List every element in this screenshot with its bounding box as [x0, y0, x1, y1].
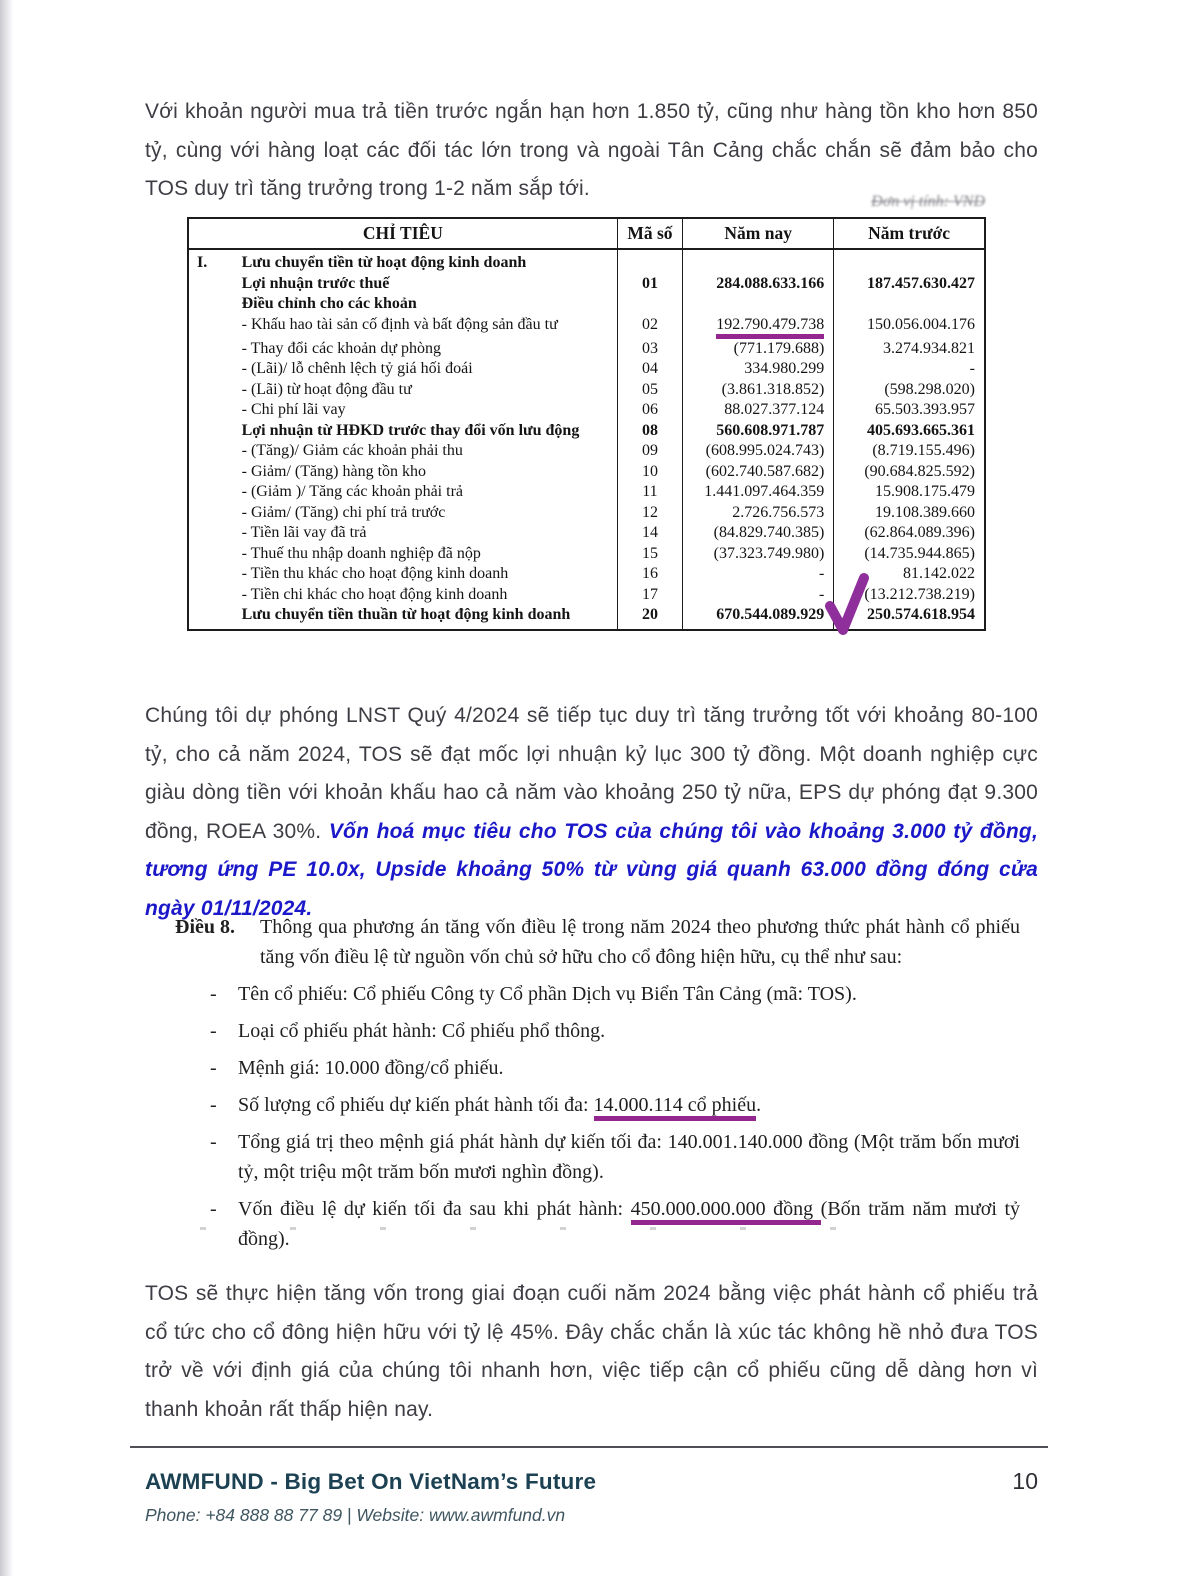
- header-current-year: Năm nay: [683, 218, 834, 249]
- row-current-value: (3.861.318.852): [683, 380, 834, 401]
- resolution-article-scan: [175, 912, 1020, 1254]
- table-row: [188, 315, 985, 339]
- row-code: 01: [617, 274, 682, 295]
- list-item-text: Tổng giá trị theo mệnh giá phát hành dự kiến tối đa: 140.001.140.000 đồng (Một trăm bốn mươi tỷ, một triệu một trăm bốn mươi nghìn đồng).: [238, 1131, 1020, 1183]
- forecast-paragraph: [145, 697, 1038, 928]
- footer: [145, 1468, 1038, 1495]
- row-label: - Thuế thu nhập doanh nghiệp đã nộp: [241, 544, 481, 562]
- table-row: [188, 359, 985, 380]
- row-current-value: -: [683, 585, 834, 606]
- list-item: [175, 1053, 1020, 1083]
- table-row: [188, 400, 985, 421]
- row-previous-value: (8.719.155.496): [834, 441, 985, 462]
- row-current-value: (602.740.587.682): [683, 462, 834, 483]
- row-code: 02: [617, 315, 682, 339]
- row-label: - Tiền thu khác cho hoạt động kinh doanh: [241, 565, 509, 582]
- table-row: [188, 523, 985, 544]
- conclusion-paragraph: TOS sẽ thực hiện tăng vốn trong giai đoạn cuối năm 2024 bằng việc phát hành cổ phiếu trả cổ tức cho cổ đông hiện hữu với tỷ lệ 45%. Đây chắc chắn là xúc tác không hề nhỏ đưa TOS trở về với định giá của chúng tôi nhanh hơn, việc tiếp cận cổ phiếu cũng dễ dàng hơn vì thanh khoản rất thấp hiện nay.: [145, 1282, 1038, 1421]
- row-current-value: [683, 249, 834, 274]
- row-current-value: [683, 315, 834, 339]
- row-previous-value: 3.274.934.821: [834, 339, 985, 360]
- row-code: 06: [617, 400, 682, 421]
- footer-contact: Phone: +84 888 88 77 89 | Website: www.awmfund.vn: [145, 1505, 566, 1525]
- row-current-value: 670.544.089.929: [683, 605, 834, 630]
- row-code: 11: [617, 482, 682, 503]
- row-previous-value: (90.684.825.592): [834, 462, 985, 483]
- row-numeral: [188, 441, 240, 462]
- dash-marker: -: [210, 1094, 217, 1116]
- row-label: - Tiền lãi vay đã trả: [241, 524, 367, 541]
- row-previous-value: 15.908.175.479: [834, 482, 985, 503]
- table-header-row: [188, 218, 985, 249]
- row-label: Lưu chuyển tiền thuần từ hoạt động kinh doanh: [241, 606, 571, 623]
- row-code: 14: [617, 523, 682, 544]
- row-previous-value: 19.108.389.660: [834, 503, 985, 524]
- footer-divider: [130, 1446, 1048, 1448]
- table-row: [188, 421, 985, 442]
- row-code: 16: [617, 564, 682, 585]
- row-numeral: [188, 503, 240, 524]
- row-code: 04: [617, 359, 682, 380]
- list-item-text: Loại cổ phiếu phát hành: Cổ phiếu phổ thông.: [238, 1020, 606, 1042]
- row-numeral: [188, 400, 240, 421]
- list-item-text: Vốn điều lệ dự kiến tối đa sau khi phát hành: 450.000.000.000 đồng (Bốn trăm năm mươi tỷ đồng).: [238, 1198, 1020, 1250]
- row-previous-value: (13.212.738.219): [834, 585, 985, 606]
- row-code: 10: [617, 462, 682, 483]
- page-edge-shadow: [0, 0, 14, 1576]
- row-numeral: [188, 339, 240, 360]
- row-code: 03: [617, 339, 682, 360]
- row-numeral: [188, 585, 240, 606]
- row-code: 08: [617, 421, 682, 442]
- header-item: CHỈ TIÊU: [188, 218, 617, 249]
- row-label: - Giảm/ (Tăng) chi phí trả trước: [241, 503, 446, 521]
- row-previous-value: (62.864.089.396): [834, 523, 985, 544]
- row-label: Lợi nhuận từ HĐKD trước thay đổi vốn lưu động: [241, 421, 580, 439]
- row-numeral: [188, 482, 240, 503]
- dash-marker: -: [210, 1198, 217, 1220]
- row-label: - (Lãi) từ hoạt động đầu tư: [241, 380, 412, 398]
- list-item: [175, 1090, 1020, 1120]
- row-numeral: [188, 380, 240, 401]
- row-numeral: I.: [197, 254, 208, 271]
- row-previous-value: 250.574.618.954: [834, 605, 985, 630]
- header-code: Mã số: [617, 218, 682, 249]
- table-row: [188, 441, 985, 462]
- table-row: [188, 544, 985, 565]
- row-label: - (Tăng)/ Giảm các khoản phải thu: [241, 442, 463, 459]
- list-item: [175, 979, 1020, 1009]
- cashflow-table: [187, 217, 986, 631]
- row-numeral: [188, 421, 240, 442]
- dash-marker: -: [210, 1131, 217, 1153]
- row-current-value: (84.829.740.385): [683, 523, 834, 544]
- row-current-value: [683, 294, 834, 315]
- row-numeral: [188, 294, 240, 315]
- row-previous-value: (598.298.020): [834, 380, 985, 401]
- row-label: Điều chỉnh cho các khoản: [241, 295, 417, 312]
- row-current-value: 284.088.633.166: [683, 274, 834, 295]
- row-numeral: [188, 564, 240, 585]
- page-number: 10: [1012, 1468, 1038, 1494]
- row-numeral: [188, 523, 240, 544]
- table-row: [188, 249, 985, 274]
- row-label: - (Giảm )/ Tăng các khoản phải trả: [241, 483, 463, 500]
- valuation-highlight-text: Vốn hoá mục tiêu cho TOS của chúng tôi vào khoảng 3.000 tỷ đồng, tương ứng PE 10.0x, Upside khoảng 50% từ vùng giá quanh 63.000 đồng đóng cửa ngày 01/11/2024.: [145, 819, 1038, 920]
- row-numeral: [188, 359, 240, 380]
- list-item: [175, 1016, 1020, 1046]
- row-code: 17: [617, 585, 682, 606]
- row-previous-value: (14.735.944.865): [834, 544, 985, 565]
- table-row: [188, 462, 985, 483]
- row-label: - Chi phí lãi vay: [241, 401, 346, 418]
- row-previous-value: 187.457.630.427: [834, 274, 985, 295]
- underlined-value: 14.000.114 cổ phiếu: [594, 1094, 757, 1121]
- dash-marker: -: [210, 983, 217, 1005]
- list-item: [175, 1127, 1020, 1187]
- article-intro-text: Thông qua phương án tăng vốn điều lệ trong năm 2024 theo phương thức phát hành cổ phiếu tăng vốn điều lệ từ nguồn vốn chủ sở hữu cho cổ đông hiện hữu, cụ thể như sau:: [260, 916, 1020, 968]
- underlined-value: 450.000.000.000 đồng: [631, 1198, 821, 1225]
- dash-marker: -: [210, 1057, 217, 1079]
- row-previous-value: [834, 294, 985, 315]
- list-item-text: Số lượng cổ phiếu dự kiến phát hành tối đa: 14.000.114 cổ phiếu.: [238, 1090, 1020, 1120]
- row-label: - Thay đổi các khoản dự phòng: [241, 339, 442, 357]
- table-row: [188, 503, 985, 524]
- row-code: 20: [617, 605, 682, 630]
- row-current-value: -: [683, 564, 834, 585]
- row-label: Lợi nhuận trước thuế: [241, 274, 390, 292]
- row-label: - (Lãi)/ lỗ chênh lệch tỷ giá hối đoái: [241, 360, 473, 377]
- scan-artifact-line: [200, 1227, 920, 1230]
- row-current-value: 1.441.097.464.359: [683, 482, 834, 503]
- row-numeral: [188, 274, 240, 295]
- article-intro: [175, 912, 1020, 972]
- table-row: [188, 380, 985, 401]
- row-label: - Khấu hao tài sản cố định và bất động sản đầu tư: [241, 315, 558, 333]
- list-item-text: Tên cổ phiếu: Cổ phiếu Công ty Cổ phần Dịch vụ Biển Tân Cảng (mã: TOS).: [238, 983, 857, 1005]
- row-current-value: 560.608.971.787: [683, 421, 834, 442]
- row-previous-value: [834, 249, 985, 274]
- table-row: [188, 339, 985, 360]
- row-numeral: [188, 462, 240, 483]
- article-label: Điều 8.: [175, 916, 235, 938]
- row-numeral: [188, 605, 240, 630]
- row-code: [617, 249, 682, 274]
- row-previous-value: -: [834, 359, 985, 380]
- row-previous-value: 150.056.004.176: [834, 315, 985, 339]
- footer-brand-title: AWMFUND - Big Bet On VietNam’s Future: [145, 1469, 597, 1494]
- row-code: [617, 294, 682, 315]
- row-code: 12: [617, 503, 682, 524]
- cashflow-table-scan: [187, 217, 986, 631]
- list-item: [175, 1194, 1020, 1254]
- intro-paragraph: Với khoản người mua trả tiền trước ngắn hạn hơn 1.850 tỷ, cũng như hàng tồn kho hơn 850 tỷ, cùng với hàng loạt các đối tác lớn trong và ngoài Tân Cảng chắc chắn sẽ đảm bảo cho TOS duy trì tăng trưởng trong 1-2 năm sắp tới.: [145, 100, 1038, 200]
- table-row: [188, 274, 985, 295]
- dash-marker: -: [210, 1020, 217, 1042]
- underlined-value: 192.790.479.738: [716, 316, 824, 339]
- row-code: 09: [617, 441, 682, 462]
- purple-checkmark-annotation: [824, 572, 872, 636]
- row-current-value: 334.980.299: [683, 359, 834, 380]
- row-code: 05: [617, 380, 682, 401]
- row-numeral: [188, 315, 240, 339]
- table-row: [188, 482, 985, 503]
- row-previous-value: 81.142.022: [834, 564, 985, 585]
- row-current-value: (771.179.688): [683, 339, 834, 360]
- row-label: Lưu chuyển tiền từ hoạt động kinh doanh: [241, 254, 527, 271]
- row-label: - Giảm/ (Tăng) hàng tồn kho: [241, 462, 427, 480]
- row-current-value: 2.726.756.573: [683, 503, 834, 524]
- row-current-value: (608.995.024.743): [683, 441, 834, 462]
- header-previous-year: Năm trước: [834, 218, 985, 249]
- row-numeral: [188, 544, 240, 565]
- row-code: 15: [617, 544, 682, 565]
- table-row: [188, 294, 985, 315]
- row-previous-value: 405.693.665.361: [834, 421, 985, 442]
- row-previous-value: 65.503.393.957: [834, 400, 985, 421]
- table-unit-note: Đơn vị tính: VND: [871, 193, 985, 210]
- row-label: - Tiền chi khác cho hoạt động kinh doanh: [241, 585, 508, 603]
- list-item-text: Mệnh giá: 10.000 đồng/cổ phiếu.: [238, 1057, 504, 1079]
- row-current-value: (37.323.749.980): [683, 544, 834, 565]
- forecast-text: Chúng tôi dự phóng LNST Quý 4/2024 sẽ tiếp tục duy trì tăng trưởng tốt với khoảng 80-100 tỷ, cho cả năm 2024, TOS sẽ đạt mốc lợi nhuận kỷ lục 300 tỷ đồng. Một doanh nghiệp cực giàu dòng tiền với khoản khấu hao cả năm vào khoảng 250 tỷ nữa, EPS dự phóng đạt 9.300 đồng, ROEA 30%.: [145, 704, 1038, 843]
- row-current-value: 88.027.377.124: [683, 400, 834, 421]
